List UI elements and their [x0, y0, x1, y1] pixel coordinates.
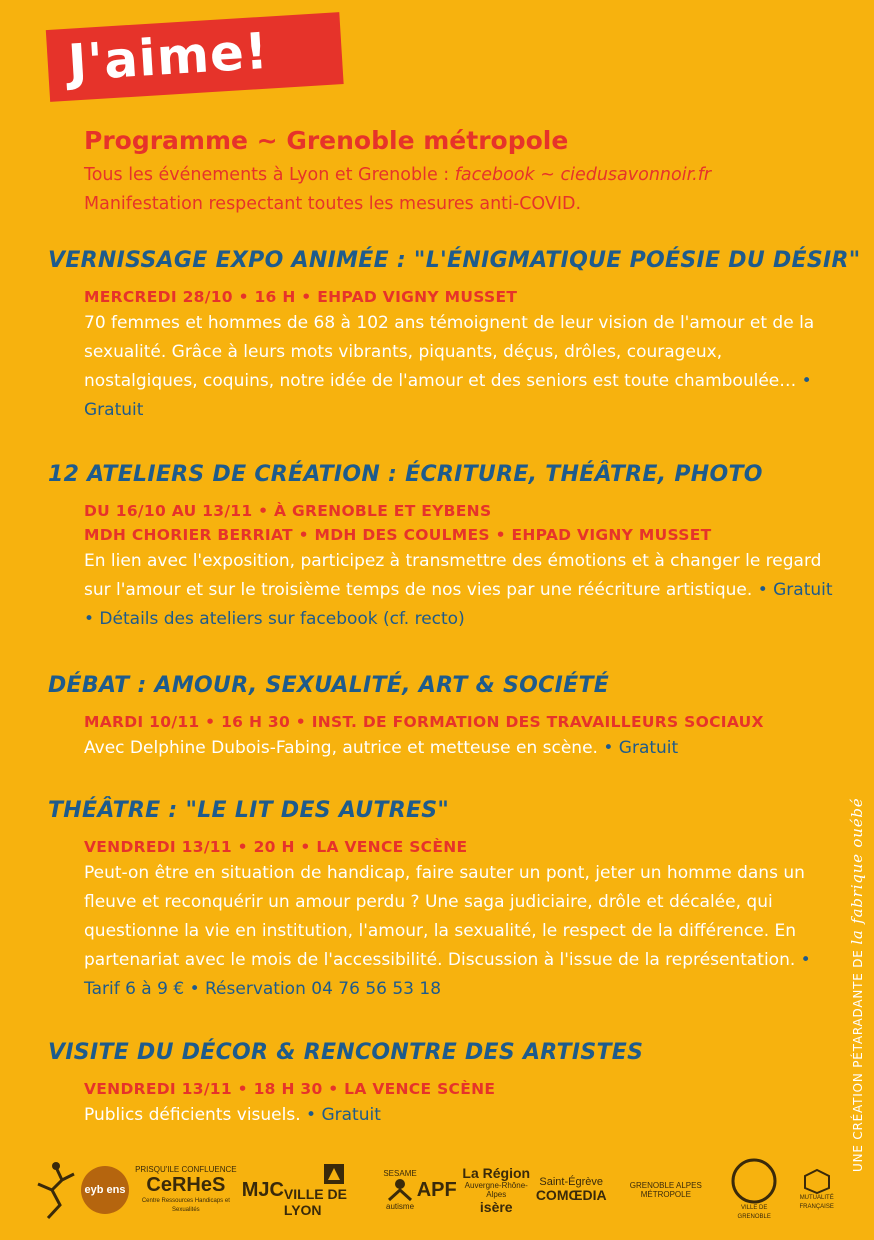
event-price: • Gratuit	[84, 371, 812, 420]
intro-separator: :	[437, 165, 455, 185]
event-meta: DU 16/10 AU 13/11 • À GRENOBLE ET EYBENS	[84, 502, 492, 520]
event-price: • Gratuit	[300, 1105, 381, 1125]
event-visite	[48, 1040, 838, 1130]
event-description: En lien avec l'exposition, participez à transmettre des émotions et à changer le regard sur l'amour et sur le troisième temps de nos vies par une réécriture artistique. • Gratuit • Détails des ateliers sur facebook (cf. recto)	[84, 551, 833, 629]
event-title: 12 ATELIERS DE CRÉATION : ÉCRITURE, THÉÂTRE, PHOTO	[48, 462, 763, 487]
event-title: THÉÂTRE : "LE LIT DES AUTRES"	[48, 798, 450, 823]
event-title: DÉBAT : AMOUR, SEXUALITÉ, ART & SOCIÉTÉ	[48, 673, 610, 698]
event-theatre	[48, 798, 838, 1004]
credit-prefix: UNE CRÉATION PÉTARADANTE DE	[851, 949, 865, 1172]
ville-de-lyon-logo: VILLE DE LYON	[284, 1162, 383, 1218]
intro-text: Tous les événements à Lyon et Grenoble	[84, 165, 438, 185]
apf-logo: APF	[416, 1178, 457, 1201]
event-title: VISITE DU DÉCOR & RENCONTRE DES ARTISTES	[48, 1040, 644, 1065]
event-title: VERNISSAGE EXPO ANIMÉE : "L'ÉNIGMATIQUE POÉSIE DU DÉSIR"	[48, 248, 861, 273]
intro-tilde: ~	[534, 165, 561, 185]
credit-vertical	[848, 798, 866, 1172]
event-debat	[48, 673, 838, 763]
event-meta: MARDI 10/11 • 16 H 30 • INST. DE FORMATION DES TRAVAILLEURS SOCIAUX	[84, 713, 764, 731]
sesame-autisme-logo: SESAME autisme	[383, 1169, 417, 1211]
event-price: • Gratuit • Détails des ateliers sur facebook (cf. recto)	[84, 580, 833, 629]
event-price: • Tarif 6 à 9 € • Réservation 04 76 56 53 18	[84, 950, 811, 999]
event-description: 70 femmes et hommes de 68 à 102 ans témoignent de leur vision de l'amour et de la sexualité. Grâce à leurs mots vibrants, piquants, déçus, drôles, courageux, nostalgiques, coquins, notre idée de l'amour et des seniors est toute chamboulée… • Gratuit	[84, 313, 815, 420]
event-meta: VENDREDI 13/11 • 20 H • LA VENCE SCÈNE	[84, 838, 468, 856]
cerhes-logo: PRISQU'ILE CONFLUENCE CeRHeS Centre Ressources Handicaps et Sexualités	[135, 1165, 237, 1213]
jaime-logo: J'aime!	[66, 21, 271, 93]
eybens-logo: eyb ens	[80, 1165, 130, 1215]
event-meta: VENDREDI 13/11 • 18 H 30 • LA VENCE SCÈNE	[84, 1080, 496, 1098]
event-description: Avec Delphine Dubois-Fabing, autrice et metteuse en scène. • Gratuit	[84, 738, 679, 758]
event-description: Peut-on être en situation de handicap, faire sauter un pont, jeter un homme dans un fleuve et reconquérir un amour perdu ? Une saga judiciaire, drôle et décalée, qui questionne la vie en institution, l'amour, la sexualité, le respect de la différence. En partenariat avec le mois de l'accessibilité. Discussion à l'issue de la représentation. • Tarif 6 à 9 € • Réservation 04 76 56 53 18	[84, 863, 811, 999]
mutualite-francaise-logo: MUTUALITÉ FRANÇAISE	[783, 1168, 850, 1212]
program-title: Programme ~ Grenoble métropole	[84, 126, 569, 155]
event-price: • Gratuit	[597, 738, 679, 758]
event-ateliers	[48, 462, 838, 634]
fabrique-ouebe-credit: la fabrique ouébé	[848, 797, 866, 945]
covid-note: Manifestation respectant toutes les mesures anti-COVID.	[84, 194, 582, 214]
ville-de-grenoble-logo: VILLE DE GRENOBLE	[725, 1158, 783, 1222]
mjc-logo: MJC	[241, 1178, 284, 1201]
region-isere-logo: La Région Auvergne-Rhône-Alpes isère	[462, 1165, 531, 1215]
saint-egreve-comoedia-logo: Saint-Égrève COMŒDIA	[535, 1175, 607, 1203]
website-link[interactable]: ciedusavonnoir.fr	[560, 165, 712, 185]
grenoble-alpes-logo: GRENOBLE ALPES MÉTROPOLE	[629, 1181, 702, 1199]
event-description: Publics déficients visuels. • Gratuit	[84, 1105, 381, 1125]
intro-block	[84, 126, 844, 219]
event-venues: MDH CHORIER BERRIAT • MDH DES COULMES • EHPAD VIGNY MUSSET	[84, 526, 712, 544]
dancer-logo	[30, 1160, 80, 1220]
event-vernissage	[48, 248, 861, 425]
partner-logos	[30, 1152, 850, 1228]
intro-line-1	[84, 161, 844, 190]
facebook-link[interactable]: facebook	[454, 165, 535, 185]
event-meta: MERCREDI 28/10 • 16 H • EHPAD VIGNY MUSSET	[84, 288, 518, 306]
